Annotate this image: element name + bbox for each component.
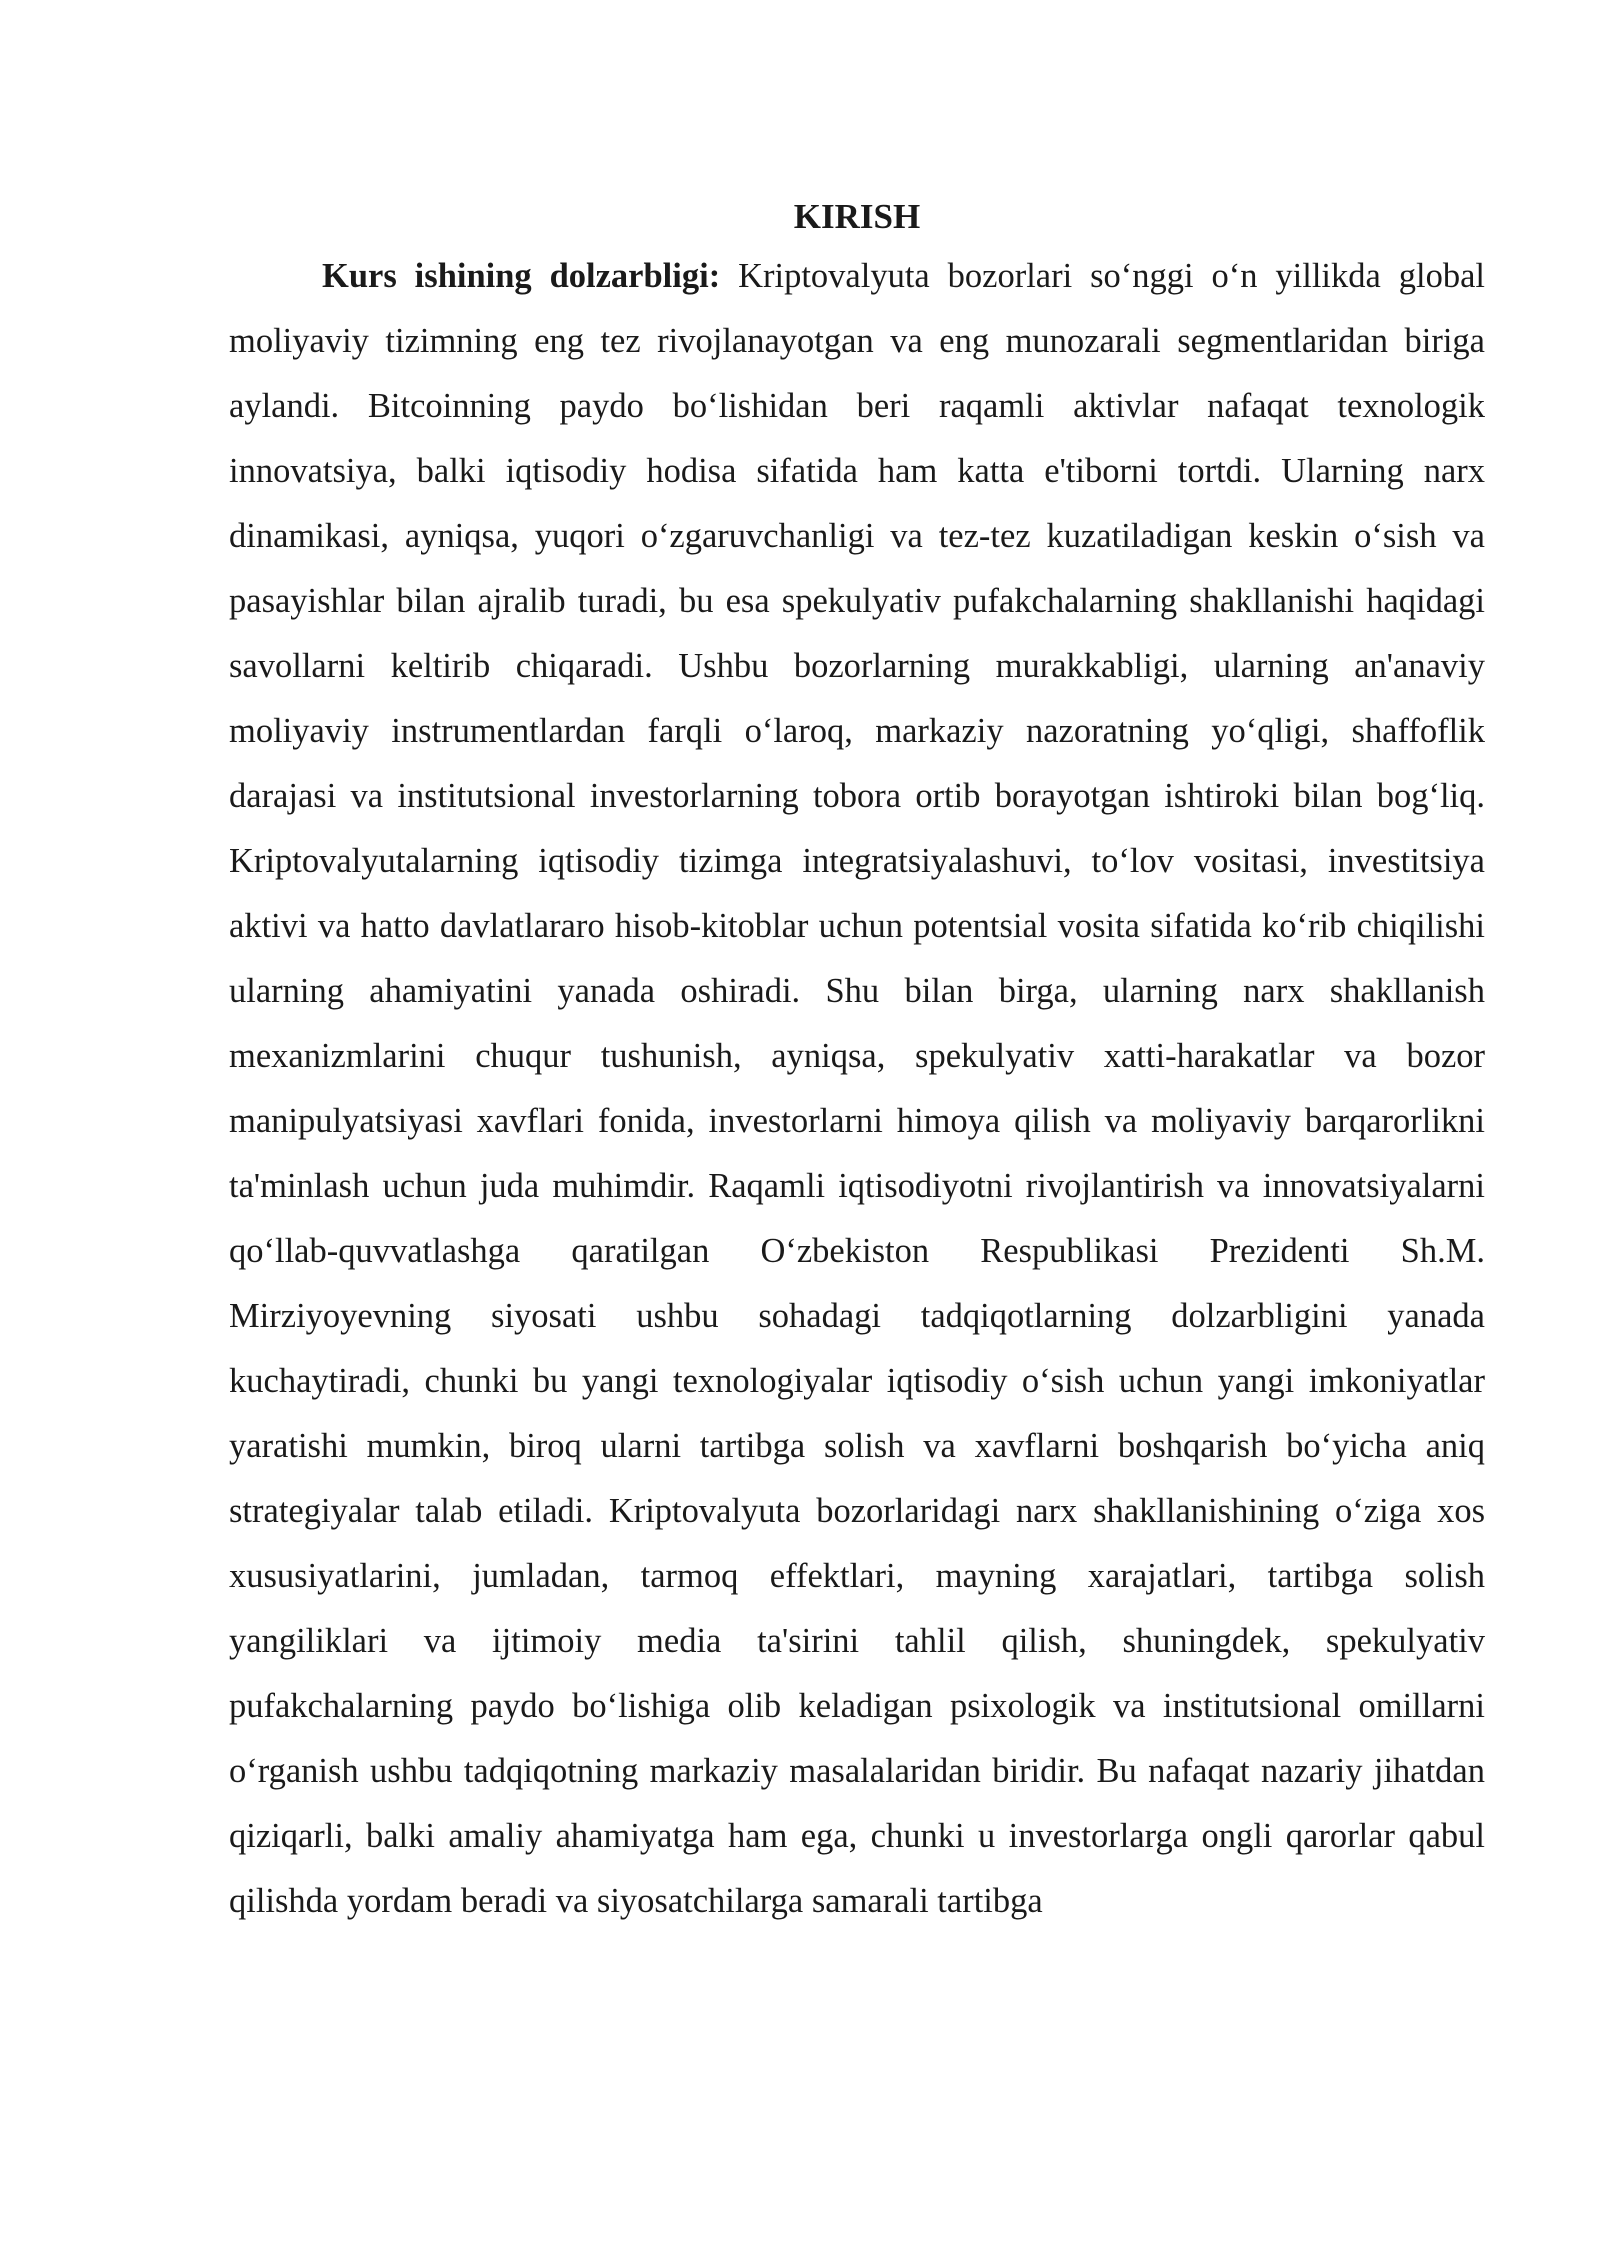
section-heading: KIRISH (793, 197, 921, 236)
paragraph-text: Kriptovalyuta bozorlari so‘nggi o‘n yillikda global moliyaviy tizimning eng tez rivojlanayotgan va eng munozarali segmentlaridan biriga aylandi. Bitcoinning paydo bo‘lishidan beri raqamli aktivlar nafaqat texnologik innovatsiya, balki iqtisodiy hodisa sifatida ham katta e'tiborni tortdi. Ularning narx dinamikasi, ayniqsa, yuqori o‘zgaruvchanligi va tez-tez kuzatiladigan keskin o‘sish va pasayishlar bilan ajralib turadi, bu esa spekulyativ pufakchalarning shakllanishi haqidagi savollarni keltirib chiqaradi. Ushbu bozorlarning murakkabligi, ularning an'anaviy moliyaviy instrumentlardan farqli o‘laroq, markaziy nazoratning yo‘qligi, shaffoflik darajasi va institutsional investorlarning tobora ortib borayotgan ishtiroki bilan bog‘liq. Kriptovalyutalarning iqtisodiy tizimga integratsiyalashuvi, to‘lov vositasi, investitsiya aktivi va hatto davlatlararo hisob-kitoblar uchun potentsial vosita sifatida ko‘rib chiqilishi ularning ahamiyatini yanada oshiradi. Shu bilan birga, ularning narx shakllanish mexanizmlarini chuqur tushunish, ayniqsa, spekulyativ xatti-harakatlar va bozor manipulyatsiyasi xavflari fonida, investorlarni himoya qilish va moliyaviy barqarorlikni ta'minlash uchun juda muhimdir. Raqamli iqtisodiyotni rivojlantirish va innovatsiyalarni qo‘llab-quvvatlashga qaratilgan O‘zbekiston Respublikasi Prezidenti Sh.M. Mirziyoyevning siyosati ushbu sohadagi tadqiqotlarning dolzarbligini yanada kuchaytiradi, chunki bu yangi texnologiyalar iqtisodiy o‘sish uchun yangi imkoniyatlar yaratishi mumkin, biroq ularni tartibga solish va xavflarni boshqarish bo‘yicha aniq strategiyalar talab etiladi. Kriptovalyuta bozorlaridagi narx shakllanishining o‘ziga xos xususiyatlarini, jumladan, tarmoq effektlari, mayning xarajatlari, tartibga solish yangiliklari va ijtimoiy media ta'sirini tahlil qilish, shuningdek, spekulyativ pufakchalarning paydo bo‘lishiga olib keladigan psixologik va institutsional omillarni o‘rganish ushbu tadqiqotning markaziy masalalaridan biridir. Bu nafaqat nazariy jihatdan qiziqarli, balki amaliy ahamiyatga ham ega, chunki u investorlarga ongli qarorlar qabul qilishda yordam beradi va siyosatchilarga samarali tartibga (229, 257, 1485, 1920)
document-body (229, 190, 1485, 1934)
body-paragraph (229, 244, 1485, 1934)
lead-label: Kurs ishining dolzarbligi: (322, 257, 721, 295)
